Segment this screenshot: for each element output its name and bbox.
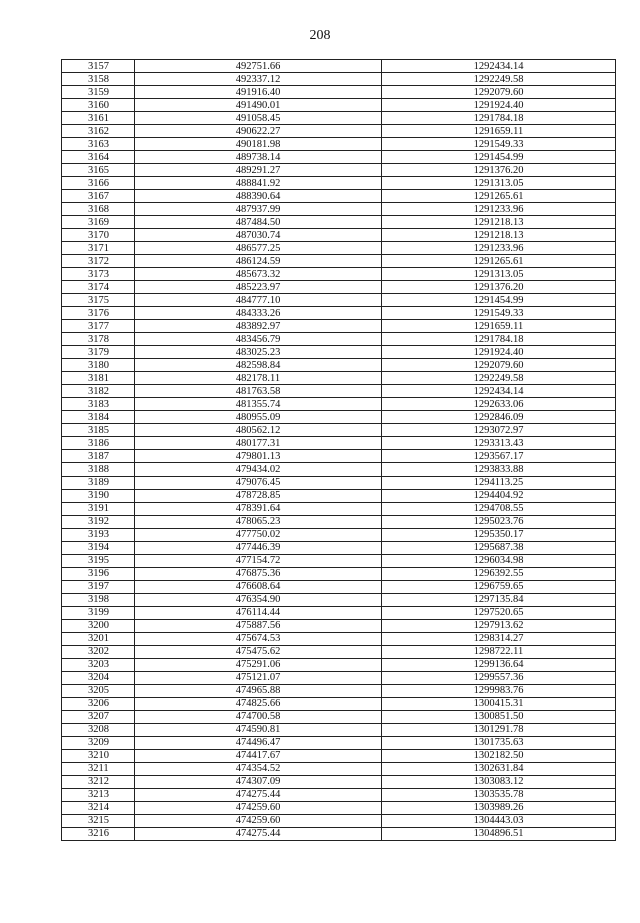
- point-number-cell: 3168: [62, 203, 135, 216]
- y-coordinate-cell: 1291265.61: [382, 190, 616, 203]
- x-coordinate-cell: 478728.85: [135, 489, 382, 502]
- point-number-cell: 3169: [62, 216, 135, 229]
- y-coordinate-cell: 1303083.12: [382, 775, 616, 788]
- point-number-cell: 3205: [62, 684, 135, 697]
- table-row: [62, 138, 616, 151]
- table-row: [62, 606, 616, 619]
- y-coordinate-cell: 1299136.64: [382, 658, 616, 671]
- table-row: [62, 476, 616, 489]
- y-coordinate-cell: 1293833.88: [382, 463, 616, 476]
- y-coordinate-cell: 1291265.61: [382, 255, 616, 268]
- table-row: [62, 424, 616, 437]
- x-coordinate-cell: 491058.45: [135, 112, 382, 125]
- table-row: [62, 827, 616, 840]
- table-row: [62, 697, 616, 710]
- x-coordinate-cell: 490622.27: [135, 125, 382, 138]
- point-number-cell: 3180: [62, 359, 135, 372]
- x-coordinate-cell: 476114.44: [135, 606, 382, 619]
- point-number-cell: 3195: [62, 554, 135, 567]
- y-coordinate-cell: 1295350.17: [382, 528, 616, 541]
- point-number-cell: 3212: [62, 775, 135, 788]
- point-number-cell: 3190: [62, 489, 135, 502]
- point-number-cell: 3183: [62, 398, 135, 411]
- x-coordinate-cell: 479434.02: [135, 463, 382, 476]
- point-number-cell: 3181: [62, 372, 135, 385]
- table-row: [62, 801, 616, 814]
- y-coordinate-cell: 1291376.20: [382, 164, 616, 177]
- point-number-cell: 3162: [62, 125, 135, 138]
- point-number-cell: 3198: [62, 593, 135, 606]
- x-coordinate-cell: 487484.50: [135, 216, 382, 229]
- point-number-cell: 3161: [62, 112, 135, 125]
- point-number-cell: 3193: [62, 528, 135, 541]
- x-coordinate-cell: 480562.12: [135, 424, 382, 437]
- x-coordinate-cell: 487937.99: [135, 203, 382, 216]
- y-coordinate-cell: 1294404.92: [382, 489, 616, 502]
- table-row: [62, 632, 616, 645]
- table-row: [62, 177, 616, 190]
- y-coordinate-cell: 1297135.84: [382, 593, 616, 606]
- y-coordinate-cell: 1295687.38: [382, 541, 616, 554]
- x-coordinate-cell: 474496.47: [135, 736, 382, 749]
- x-coordinate-cell: 474259.60: [135, 801, 382, 814]
- x-coordinate-cell: 484333.26: [135, 307, 382, 320]
- table-row: [62, 541, 616, 554]
- x-coordinate-cell: 489738.14: [135, 151, 382, 164]
- point-number-cell: 3191: [62, 502, 135, 515]
- table-row: [62, 671, 616, 684]
- x-coordinate-cell: 482178.11: [135, 372, 382, 385]
- x-coordinate-cell: 476875.36: [135, 567, 382, 580]
- y-coordinate-cell: 1292079.60: [382, 359, 616, 372]
- y-coordinate-cell: 1293313.43: [382, 437, 616, 450]
- x-coordinate-cell: 475887.56: [135, 619, 382, 632]
- x-coordinate-cell: 481355.74: [135, 398, 382, 411]
- y-coordinate-cell: 1292846.09: [382, 411, 616, 424]
- x-coordinate-cell: 486577.25: [135, 242, 382, 255]
- x-coordinate-cell: 474700.58: [135, 710, 382, 723]
- y-coordinate-cell: 1301291.78: [382, 723, 616, 736]
- x-coordinate-cell: 488390.64: [135, 190, 382, 203]
- x-coordinate-cell: 480955.09: [135, 411, 382, 424]
- x-coordinate-cell: 474354.52: [135, 762, 382, 775]
- table-row: [62, 515, 616, 528]
- table-row: [62, 372, 616, 385]
- point-number-cell: 3176: [62, 307, 135, 320]
- y-coordinate-cell: 1292249.58: [382, 73, 616, 86]
- table-row: [62, 411, 616, 424]
- x-coordinate-cell: 479801.13: [135, 450, 382, 463]
- point-number-cell: 3197: [62, 580, 135, 593]
- x-coordinate-cell: 485673.32: [135, 268, 382, 281]
- y-coordinate-cell: 1291784.18: [382, 112, 616, 125]
- point-number-cell: 3208: [62, 723, 135, 736]
- x-coordinate-cell: 485223.97: [135, 281, 382, 294]
- y-coordinate-cell: 1303535.78: [382, 788, 616, 801]
- table-row: [62, 255, 616, 268]
- point-number-cell: 3196: [62, 567, 135, 580]
- x-coordinate-cell: 479076.45: [135, 476, 382, 489]
- table-row: [62, 554, 616, 567]
- point-number-cell: 3179: [62, 346, 135, 359]
- point-number-cell: 3216: [62, 827, 135, 840]
- point-number-cell: 3185: [62, 424, 135, 437]
- y-coordinate-cell: 1293072.97: [382, 424, 616, 437]
- point-number-cell: 3210: [62, 749, 135, 762]
- y-coordinate-cell: 1291233.96: [382, 203, 616, 216]
- y-coordinate-cell: 1299983.76: [382, 684, 616, 697]
- table-row: [62, 814, 616, 827]
- table-row: [62, 749, 616, 762]
- table-row: [62, 593, 616, 606]
- y-coordinate-cell: 1296392.55: [382, 567, 616, 580]
- y-coordinate-cell: 1291313.05: [382, 268, 616, 281]
- table-row: [62, 151, 616, 164]
- table-row: [62, 268, 616, 281]
- x-coordinate-cell: 489291.27: [135, 164, 382, 177]
- table-row: [62, 164, 616, 177]
- y-coordinate-cell: 1291924.40: [382, 346, 616, 359]
- x-coordinate-cell: 475475.62: [135, 645, 382, 658]
- x-coordinate-cell: 476608.64: [135, 580, 382, 593]
- x-coordinate-cell: 491490.01: [135, 99, 382, 112]
- table-row: [62, 125, 616, 138]
- point-number-cell: 3192: [62, 515, 135, 528]
- y-coordinate-cell: 1292249.58: [382, 372, 616, 385]
- y-coordinate-cell: 1302631.84: [382, 762, 616, 775]
- y-coordinate-cell: 1294113.25: [382, 476, 616, 489]
- x-coordinate-cell: 487030.74: [135, 229, 382, 242]
- y-coordinate-cell: 1302182.50: [382, 749, 616, 762]
- table-row: [62, 99, 616, 112]
- table-row: [62, 320, 616, 333]
- table-row: [62, 359, 616, 372]
- point-number-cell: 3163: [62, 138, 135, 151]
- point-number-cell: 3206: [62, 697, 135, 710]
- y-coordinate-cell: 1304896.51: [382, 827, 616, 840]
- table-row: [62, 346, 616, 359]
- x-coordinate-cell: 477750.02: [135, 528, 382, 541]
- point-number-cell: 3164: [62, 151, 135, 164]
- point-number-cell: 3174: [62, 281, 135, 294]
- table-row: [62, 736, 616, 749]
- y-coordinate-cell: 1291376.20: [382, 281, 616, 294]
- table-row: [62, 216, 616, 229]
- x-coordinate-cell: 474417.67: [135, 749, 382, 762]
- table-row: [62, 788, 616, 801]
- x-coordinate-cell: 491916.40: [135, 86, 382, 99]
- point-number-cell: 3207: [62, 710, 135, 723]
- point-number-cell: 3199: [62, 606, 135, 619]
- table-row: [62, 775, 616, 788]
- y-coordinate-cell: 1295023.76: [382, 515, 616, 528]
- point-number-cell: 3194: [62, 541, 135, 554]
- y-coordinate-cell: 1291313.05: [382, 177, 616, 190]
- x-coordinate-cell: 478065.23: [135, 515, 382, 528]
- point-number-cell: 3173: [62, 268, 135, 281]
- table-row: [62, 450, 616, 463]
- point-number-cell: 3201: [62, 632, 135, 645]
- table-row: [62, 619, 616, 632]
- x-coordinate-cell: 474590.81: [135, 723, 382, 736]
- table-row: [62, 60, 616, 73]
- point-number-cell: 3160: [62, 99, 135, 112]
- y-coordinate-cell: 1300851.50: [382, 710, 616, 723]
- table-row: [62, 658, 616, 671]
- y-coordinate-cell: 1291924.40: [382, 99, 616, 112]
- y-coordinate-cell: 1293567.17: [382, 450, 616, 463]
- point-number-cell: 3186: [62, 437, 135, 450]
- y-coordinate-cell: 1292434.14: [382, 60, 616, 73]
- y-coordinate-cell: 1291549.33: [382, 307, 616, 320]
- point-number-cell: 3215: [62, 814, 135, 827]
- point-number-cell: 3167: [62, 190, 135, 203]
- y-coordinate-cell: 1297520.65: [382, 606, 616, 619]
- table-row: [62, 567, 616, 580]
- point-number-cell: 3178: [62, 333, 135, 346]
- point-number-cell: 3172: [62, 255, 135, 268]
- table-row: [62, 294, 616, 307]
- table-row: [62, 73, 616, 86]
- table-row: [62, 502, 616, 515]
- x-coordinate-cell: 483892.97: [135, 320, 382, 333]
- y-coordinate-cell: 1296759.65: [382, 580, 616, 593]
- table-row: [62, 281, 616, 294]
- point-number-cell: 3214: [62, 801, 135, 814]
- point-number-cell: 3209: [62, 736, 135, 749]
- x-coordinate-cell: 474275.44: [135, 788, 382, 801]
- y-coordinate-cell: 1291784.18: [382, 333, 616, 346]
- y-coordinate-cell: 1301735.63: [382, 736, 616, 749]
- point-number-cell: 3202: [62, 645, 135, 658]
- y-coordinate-cell: 1291233.96: [382, 242, 616, 255]
- page-number: 208: [309, 28, 331, 43]
- point-number-cell: 3204: [62, 671, 135, 684]
- y-coordinate-cell: 1298722.11: [382, 645, 616, 658]
- y-coordinate-cell: 1292079.60: [382, 86, 616, 99]
- y-coordinate-cell: 1292434.14: [382, 385, 616, 398]
- x-coordinate-cell: 483025.23: [135, 346, 382, 359]
- x-coordinate-cell: 474965.88: [135, 684, 382, 697]
- x-coordinate-cell: 474825.66: [135, 697, 382, 710]
- x-coordinate-cell: 474307.09: [135, 775, 382, 788]
- x-coordinate-cell: 477446.39: [135, 541, 382, 554]
- y-coordinate-cell: 1291659.11: [382, 320, 616, 333]
- point-number-cell: 3159: [62, 86, 135, 99]
- x-coordinate-cell: 475674.53: [135, 632, 382, 645]
- y-coordinate-cell: 1299557.36: [382, 671, 616, 684]
- x-coordinate-cell: 480177.31: [135, 437, 382, 450]
- table-row: [62, 333, 616, 346]
- point-number-cell: 3200: [62, 619, 135, 632]
- table-row: [62, 645, 616, 658]
- y-coordinate-cell: 1300415.31: [382, 697, 616, 710]
- point-number-cell: 3171: [62, 242, 135, 255]
- y-coordinate-cell: 1297913.62: [382, 619, 616, 632]
- point-number-cell: 3184: [62, 411, 135, 424]
- table-row: [62, 710, 616, 723]
- table-row: [62, 528, 616, 541]
- x-coordinate-cell: 482598.84: [135, 359, 382, 372]
- table-row: [62, 307, 616, 320]
- table-row: [62, 723, 616, 736]
- table-row: [62, 229, 616, 242]
- y-coordinate-cell: 1304443.03: [382, 814, 616, 827]
- table-row: [62, 684, 616, 697]
- x-coordinate-cell: 477154.72: [135, 554, 382, 567]
- table-row: [62, 762, 616, 775]
- table-row: [62, 398, 616, 411]
- coordinates-table: [61, 59, 616, 841]
- point-number-cell: 3189: [62, 476, 135, 489]
- y-coordinate-cell: 1291454.99: [382, 151, 616, 164]
- x-coordinate-cell: 488841.92: [135, 177, 382, 190]
- point-number-cell: 3211: [62, 762, 135, 775]
- point-number-cell: 3213: [62, 788, 135, 801]
- y-coordinate-cell: 1291454.99: [382, 294, 616, 307]
- point-number-cell: 3175: [62, 294, 135, 307]
- coordinates-table-body: [62, 60, 616, 841]
- x-coordinate-cell: 476354.90: [135, 593, 382, 606]
- x-coordinate-cell: 474275.44: [135, 827, 382, 840]
- x-coordinate-cell: 492337.12: [135, 73, 382, 86]
- y-coordinate-cell: 1291549.33: [382, 138, 616, 151]
- y-coordinate-cell: 1296034.98: [382, 554, 616, 567]
- x-coordinate-cell: 492751.66: [135, 60, 382, 73]
- table-row: [62, 463, 616, 476]
- y-coordinate-cell: 1291218.13: [382, 216, 616, 229]
- y-coordinate-cell: 1291659.11: [382, 125, 616, 138]
- x-coordinate-cell: 475121.07: [135, 671, 382, 684]
- x-coordinate-cell: 484777.10: [135, 294, 382, 307]
- table-row: [62, 203, 616, 216]
- point-number-cell: 3157: [62, 60, 135, 73]
- point-number-cell: 3158: [62, 73, 135, 86]
- y-coordinate-cell: 1303989.26: [382, 801, 616, 814]
- point-number-cell: 3177: [62, 320, 135, 333]
- y-coordinate-cell: 1294708.55: [382, 502, 616, 515]
- point-number-cell: 3188: [62, 463, 135, 476]
- point-number-cell: 3170: [62, 229, 135, 242]
- table-row: [62, 190, 616, 203]
- table-row: [62, 580, 616, 593]
- x-coordinate-cell: 490181.98: [135, 138, 382, 151]
- x-coordinate-cell: 483456.79: [135, 333, 382, 346]
- table-row: [62, 242, 616, 255]
- y-coordinate-cell: 1292633.06: [382, 398, 616, 411]
- table-row: [62, 86, 616, 99]
- x-coordinate-cell: 478391.64: [135, 502, 382, 515]
- point-number-cell: 3165: [62, 164, 135, 177]
- table-row: [62, 385, 616, 398]
- point-number-cell: 3182: [62, 385, 135, 398]
- y-coordinate-cell: 1298314.27: [382, 632, 616, 645]
- table-row: [62, 489, 616, 502]
- point-number-cell: 3203: [62, 658, 135, 671]
- y-coordinate-cell: 1291218.13: [382, 229, 616, 242]
- table-row: [62, 437, 616, 450]
- x-coordinate-cell: 481763.58: [135, 385, 382, 398]
- x-coordinate-cell: 474259.60: [135, 814, 382, 827]
- point-number-cell: 3187: [62, 450, 135, 463]
- point-number-cell: 3166: [62, 177, 135, 190]
- table-row: [62, 112, 616, 125]
- x-coordinate-cell: 475291.06: [135, 658, 382, 671]
- x-coordinate-cell: 486124.59: [135, 255, 382, 268]
